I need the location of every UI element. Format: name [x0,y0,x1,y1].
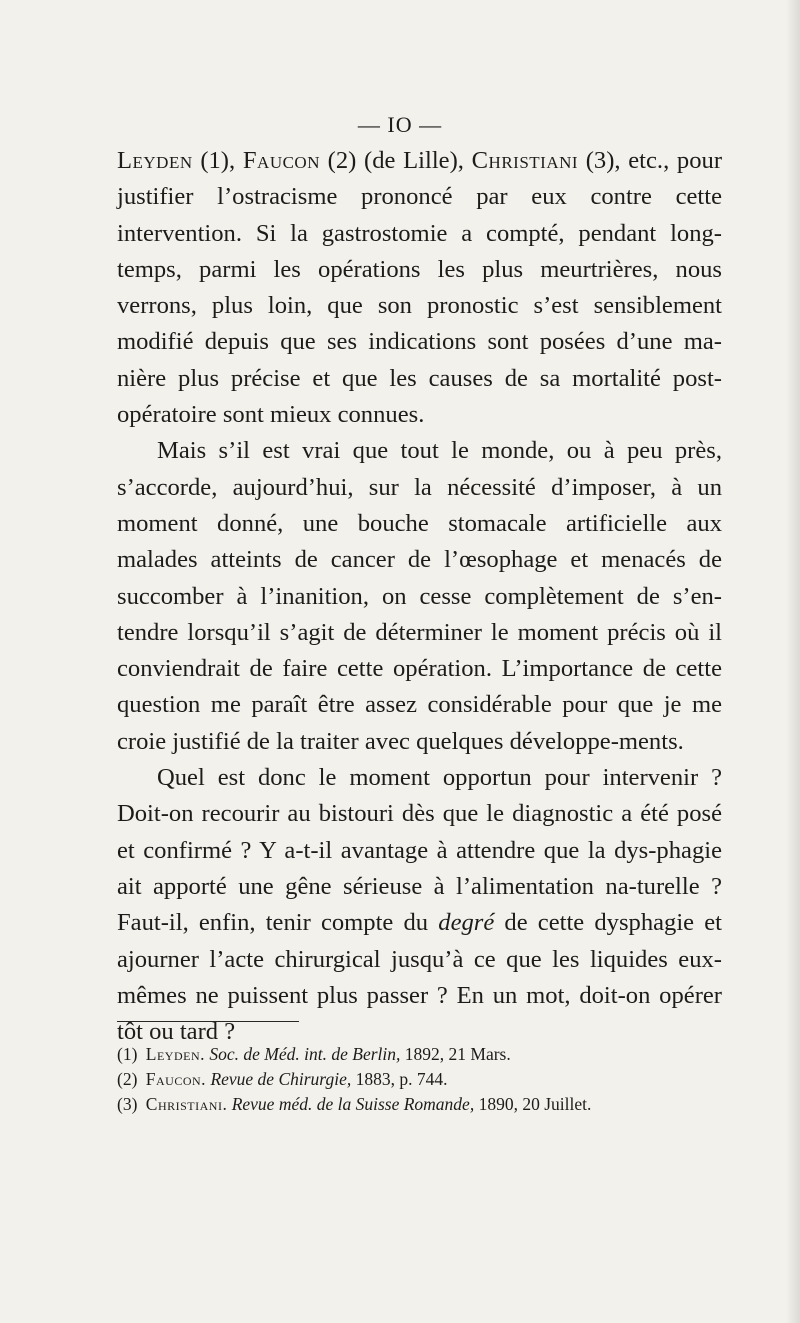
footnote [117,1067,737,1092]
scan-edge-shadow [786,0,800,1323]
page-number: — IO — [357,112,443,137]
footnote [117,1092,737,1117]
footnote-divider [117,1021,299,1022]
footnote-details: 1892, 21 Mars. [404,1044,511,1064]
author-name: Christiani [471,147,579,174]
footnote-details: 1890, 20 Juillet. [478,1094,592,1114]
text-run: de cette dysphagie et ajourner l’acte chirurgical jusqu’à ce que les liquides eux-mêmes ne puissent plus passer ? En un mot, doit-on opérer tôt ou tard ? [117,909,722,1046]
footnote-author: Faucon. [145,1069,207,1089]
text-run: (3), etc., pour justifier l’ostracisme prononcé par eux contre cette intervention. Si la gastrostomie a compté, pendant long-temps, parmi les opérations les plus meurtrières, nous verrons, plus loin, que son pronostic s’est sensiblement modifié depuis que ses indications sont posées d’une ma-nière plus précise et que les causes de sa mortalité post-opératoire sont mieux connues. [117,147,723,429]
footnote-author: Christiani. [145,1094,228,1114]
footnote-details: 1883, p. 744. [355,1069,448,1089]
text-run: (1), [192,147,243,174]
footnote-journal: Revue de Chirurgie, [210,1069,352,1089]
author-name: Leyden [117,147,193,174]
author-name: Faucon [242,147,320,174]
footnote-journal: Soc. de Méd. int. de Berlin, [209,1044,401,1064]
footnote-number: (1) [117,1044,138,1064]
footnote-number: (3) [117,1094,138,1114]
paragraph [117,760,722,1050]
text-run: Mais s’il est vrai que tout le monde, ou à peu près, s’accorde, aujourd’hui, sur la nécessité d’imposer, à un moment donné, une bouche stomacale artificielle aux malades atteints de cancer de l’œsophage et menacés de succomber à l’inanition, on cesse complètement de s’en-tendre lorsqu’il s’agit de déterminer le moment précis où il conviendrait de faire cette opération. L’importance de cette question me paraît être assez considérable pour que je me croie justifié de la traiter avec quelques développe-ments. [117,437,722,755]
footnotes [117,1042,737,1117]
footnote-number: (2) [117,1069,138,1089]
paragraph [117,433,722,760]
text-run: Quel est donc le moment opportun pour intervenir ? Doit-on recourir au bistouri dès que le diagnostic a été posé et confirmé ? Y a-t-il avantage à attendre que la dys-phagie ait apporté une gêne sérieuse à l’alimentation na-turelle ? Faut-il, enfin, tenir compte du [117,764,722,937]
footnote-journal: Revue méd. de la Suisse Romande, [231,1094,475,1114]
footnote [117,1042,737,1067]
emphasis: degré [438,909,495,937]
text-run: (2) (de Lille), [319,147,472,174]
main-text [117,143,722,1050]
footnote-author: Leyden. [145,1044,206,1064]
paragraph [117,143,722,433]
